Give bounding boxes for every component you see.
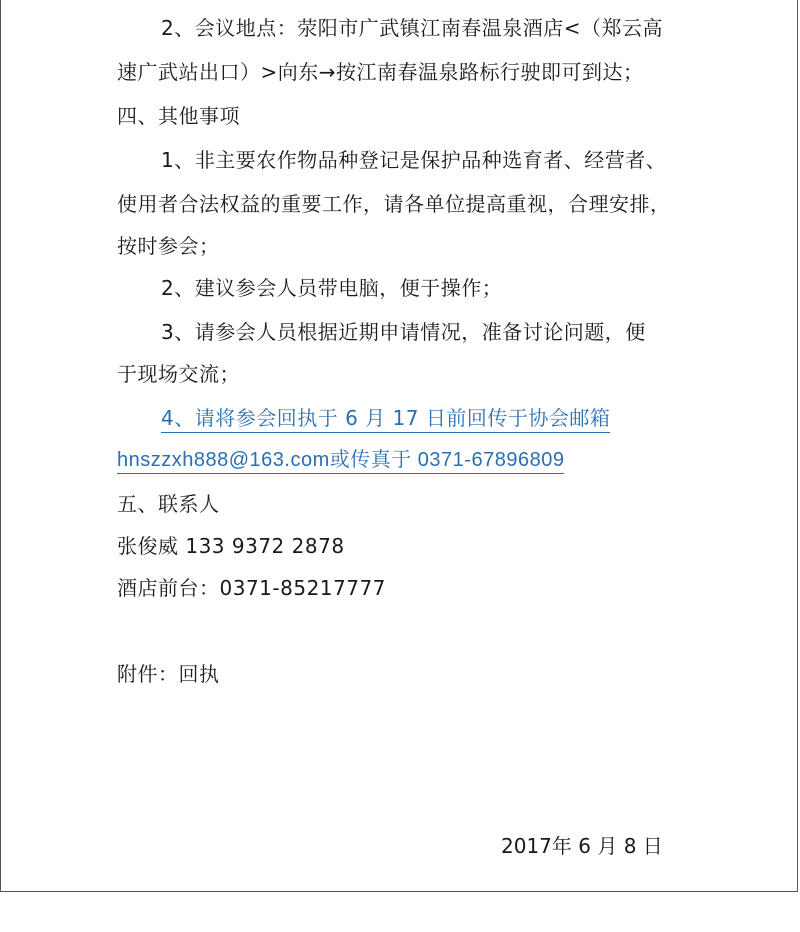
item-2: 2、建议参会人员带电脑，便于操作； (161, 276, 503, 300)
item-4-line-1 (161, 404, 610, 432)
item-4-text: 4、请将参会回执于 6 月 17 日前回传于协会邮箱 (161, 406, 610, 433)
item-3-line-1: 3、请参会人员根据近期申请情况，准备讨论问题，便 (161, 320, 646, 344)
item-3-line-2: 于现场交流； (117, 362, 240, 386)
attachment-note: 附件：回执 (117, 662, 220, 686)
item-1-line-1: 1、非主要农作物品种登记是保护品种选育者、经营者、 (161, 148, 667, 172)
email-fax-link[interactable]: hnszzxh888@163.com或传真于 0371-67896809 (117, 449, 564, 474)
item-1-line-2: 使用者合法权益的重要工作，请各单位提高重视，合理安排， (117, 192, 671, 216)
document-date: 2017年 6 月 8 日 (501, 834, 663, 858)
meeting-location-line-1: 2、会议地点：荥阳市广武镇江南春温泉酒店<（郑云高 (161, 16, 663, 40)
item-1-line-3: 按时参会； (117, 234, 220, 258)
item-4-line-2[interactable] (117, 446, 564, 474)
section-4-title: 四、其他事项 (117, 104, 240, 128)
meeting-location-line-2: 速广武站出口）>向东→按江南春温泉路标行驶即可到达； (117, 60, 644, 84)
section-5-title: 五、联系人 (117, 492, 220, 516)
contact-person: 张俊威 133 9372 2878 (117, 534, 345, 558)
hotel-front-desk: 酒店前台：0371-85217777 (117, 576, 386, 600)
